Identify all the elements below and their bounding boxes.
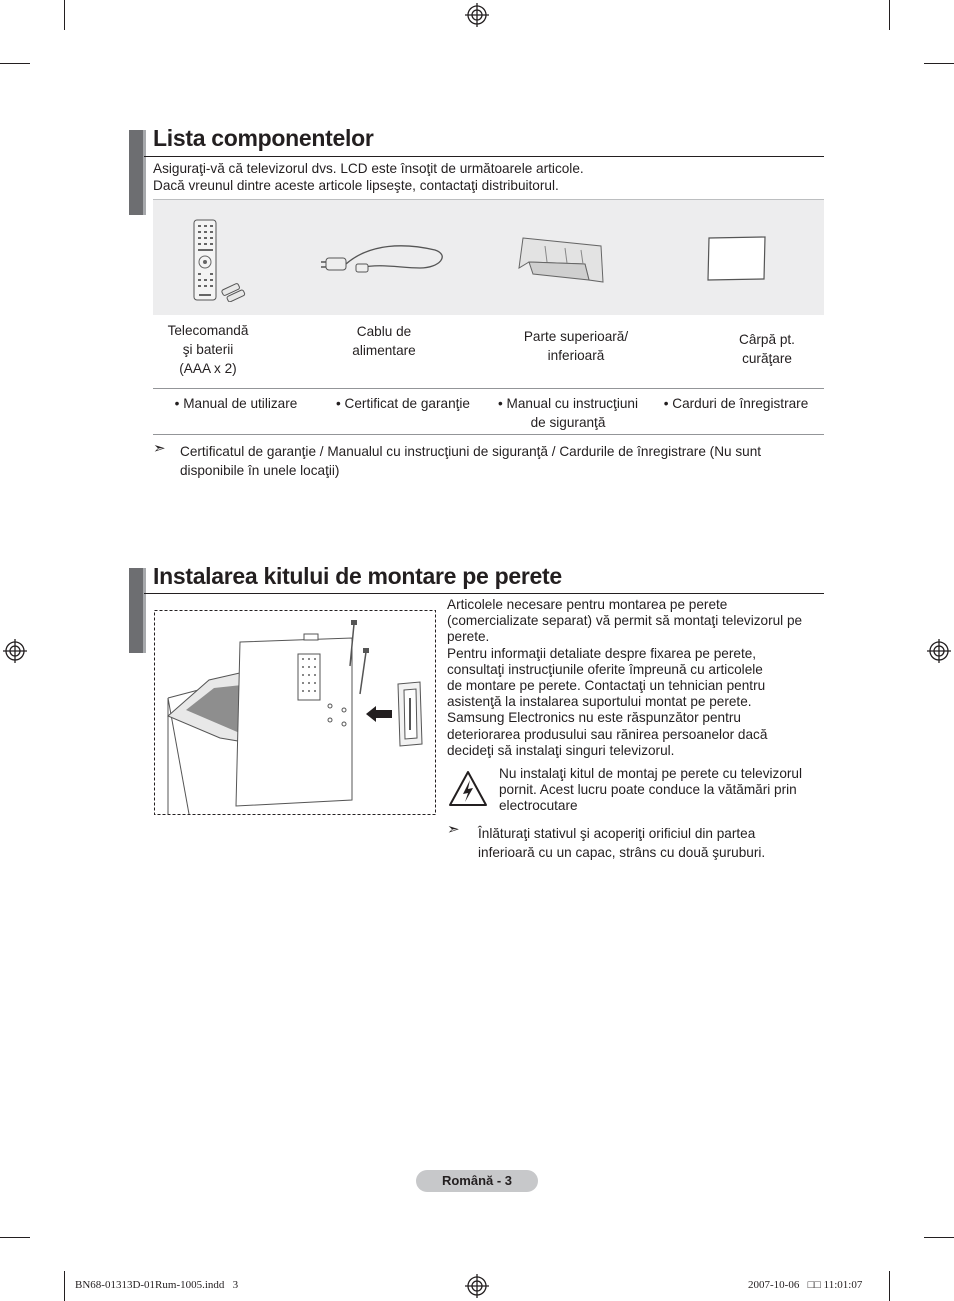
note-arrow-icon: ➣ bbox=[447, 821, 460, 838]
item-label-remote: Telecomandă şi baterii (AAA x 2) bbox=[167, 323, 249, 376]
section-marker-bar bbox=[129, 130, 146, 215]
item-label-cloth: Cârpă pt. curăţare bbox=[739, 332, 795, 366]
note-text-line2: disponibile în unele locaţii) bbox=[180, 463, 340, 478]
intro-text-line2: Dacă vreunul dintre aceste articole lipseşte, contactaţi distribuitorul. bbox=[153, 178, 559, 193]
note-text-line1: Înlăturaţi stativul şi acoperiţi orificiul din partea bbox=[478, 826, 756, 841]
warning-text: Nu instalaţi kitul de montaj pe perete cu televizorul pornit. Acest lucru poate conduce la vătămări prin electrocutare bbox=[499, 766, 802, 814]
cleaning-cloth-icon bbox=[705, 234, 769, 284]
registration-mark-icon bbox=[927, 639, 951, 663]
power-cord-icon bbox=[320, 238, 450, 283]
note-text-line1: Certificatul de garanţie / Manualul cu instrucţiuni de siguranţă / Cardurile de înregistrare (Nu sunt bbox=[180, 444, 762, 459]
title-rule bbox=[144, 156, 824, 157]
title-rule bbox=[144, 593, 824, 594]
note-text-line2: inferioară cu un capac, strâns cu două şuruburi. bbox=[478, 845, 766, 860]
registration-mark-icon bbox=[465, 1274, 489, 1298]
registration-mark-icon bbox=[465, 3, 489, 27]
note-arrow-icon: ➣ bbox=[153, 440, 166, 457]
page-number-badge: Română - 3 bbox=[416, 1170, 538, 1192]
doc-item-user-manual: • Manual de utilizare bbox=[174, 396, 298, 411]
file-slug: BN68-01313D-01Rum-1005.indd 3 bbox=[75, 1279, 239, 1291]
doc-item-registration-cards: • Carduri de înregistrare bbox=[663, 396, 809, 411]
doc-item-safety-manual: • Manual cu instrucţiuni de siguranţă bbox=[497, 396, 638, 430]
wall-mount-paragraph: Articolele necesare pentru montarea pe perete (comercializate separat) vă permit să montaţi televizorul pe perete. Pentru informaţii detaliate despre fixarea pe perete, consultaţi instrucţiunile oferite împreună cu articolele de montare pe perete. Contactaţi un tehnician pentru asistenţă la instalarea suportului montat pe perete. Samsung Electronics nu este răspunzător pentru deteriorarea produsului sau rănirea persoanelor dacă decideţi să instalaţi singuri televizorul. bbox=[447, 597, 803, 758]
doc-item-warranty: • Certificat de garanţie bbox=[336, 396, 470, 411]
registration-mark-icon bbox=[3, 639, 27, 663]
electric-shock-warning-icon bbox=[448, 770, 488, 808]
item-label-power-cord: Cablu de alimentare bbox=[352, 324, 416, 358]
docs-bottom-rule bbox=[153, 434, 824, 435]
section-title-wall-mount: Instalarea kitului de montare pe perete bbox=[153, 563, 562, 589]
docs-top-rule bbox=[153, 388, 824, 389]
section-title-components: Lista componentelor bbox=[153, 125, 374, 151]
intro-text-line1: Asiguraţi-vă că televizorul dvs. LCD este însoţit de următoarele articole. bbox=[153, 161, 584, 176]
timestamp-slug: 2007-10-06 □□ 11:01:07 bbox=[748, 1279, 863, 1291]
item-label-cover: Parte superioară/ inferioară bbox=[523, 329, 629, 363]
remote-control-icon bbox=[190, 218, 248, 302]
section-marker-bar bbox=[129, 568, 146, 653]
wall-mount-illustration bbox=[154, 610, 437, 816]
cover-bracket-icon bbox=[515, 234, 610, 286]
